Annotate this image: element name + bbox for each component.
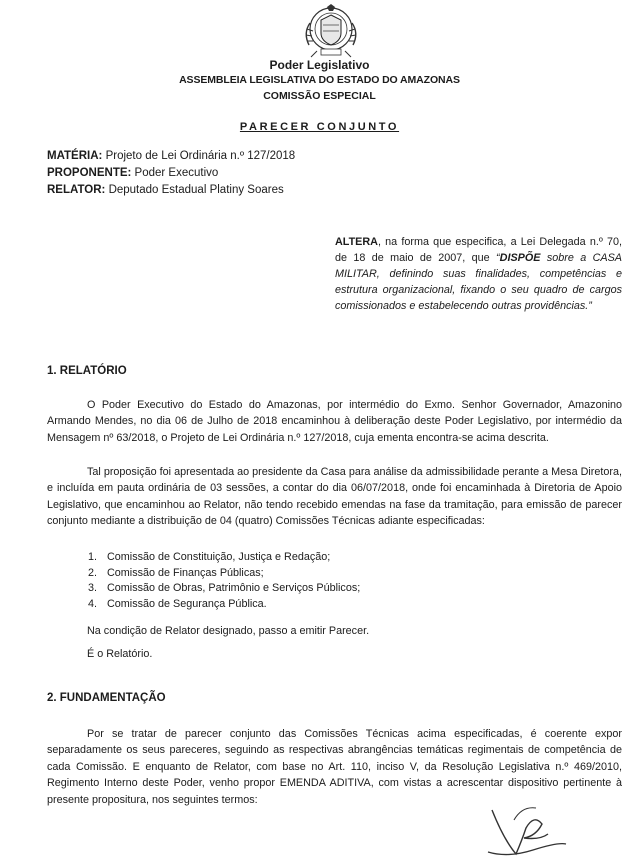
materia-line xyxy=(47,150,295,162)
list-item-text: Comissão de Constituição, Justiça e Redação; xyxy=(107,551,331,563)
header-line-1: Poder Legislativo xyxy=(269,58,370,72)
relatorio-paragraph-3: Na condição de Relator designado, passo a emitir Parecer. xyxy=(87,625,370,637)
relatorio-paragraph-4: É o Relatório. xyxy=(87,648,153,660)
materia-value: Projeto de Lei Ordinária n.º 127/2018 xyxy=(105,150,296,162)
relator-value: Deputado Estadual Platiny Soares xyxy=(108,184,284,196)
commission-list xyxy=(88,550,360,612)
header-line-3: COMISSÃO ESPECIAL xyxy=(263,90,376,102)
list-item-text: Comissão de Finanças Públicas; xyxy=(107,566,264,579)
ementa-dispoe: DISPÕE xyxy=(499,252,541,264)
fundamentacao-paragraph-1: Por se tratar de parecer conjunto das Comissões Técnicas acima especificadas, é coerente expor separadamente os seus pareceres, seguindo as respectivas abrangências temáticas regimentais de competência de cada Comissão. E enquanto de Relator, com base no Art. 110, inciso V, da Resolução Legislativa n.º 469/2010, Regimento Interno deste Poder, venho propor EMENDA ADITIVA, com vistas a acrescentar dispositivo pertinente à presente propositura, nos seguintes termos: xyxy=(47,728,622,806)
ementa-text-2: sobre a CASA MILITAR, definindo suas finalidades, competências e estrutura organizacional, fixando o seu quadro de cargos comissionados e estabelecendo outras providências.” xyxy=(335,252,622,312)
proponente-label: PROPONENTE: xyxy=(47,167,132,179)
document-title-block xyxy=(0,121,639,133)
ementa-lead: ALTERA xyxy=(335,236,378,248)
coat-of-arms-icon xyxy=(297,3,365,61)
materia-label: MATÉRIA: xyxy=(47,150,103,162)
list-item-number: 1. xyxy=(88,551,98,563)
relator-line xyxy=(47,184,284,196)
section-heading-relatorio: 1. RELATÓRIO xyxy=(47,365,127,377)
list-item-number: 4. xyxy=(88,597,98,610)
section-heading-fundamentacao: 2. FUNDAMENTAÇÃO xyxy=(47,692,166,704)
proponente-value: Poder Executivo xyxy=(134,167,219,179)
handwritten-signature-icon xyxy=(478,800,573,862)
list-item-text: Comissão de Obras, Patrimônio e Serviços Públicos; xyxy=(107,582,361,594)
list-item xyxy=(88,550,360,566)
ementa-text-1: , na forma que especifica, a Lei Delegada n.º 70, de 18 de maio de 2007, que xyxy=(335,236,622,264)
proponente-line xyxy=(47,167,218,179)
document-title: PARECER CONJUNTO xyxy=(239,121,400,133)
list-item-number: 3. xyxy=(88,582,98,594)
ementa-quote-open: “ xyxy=(496,252,500,264)
list-item xyxy=(88,566,360,582)
list-item xyxy=(88,597,360,613)
header-line-2: ASSEMBLEIA LEGISLATIVA DO ESTADO DO AMAZONAS xyxy=(179,74,460,86)
relatorio-paragraph-2: Tal proposição foi apresentada ao presidente da Casa para análise da admissibilidade perante a Mesa Diretora, e incluída em pauta ordinária de 03 sessões, a contar do dia 06/07/2018, onde foi encaminhada à Diretoria de Apoio Legislativo, que encaminhou ao Relator, não tendo recebido emendas na fase da tramitação, para emissão de parecer conjunto mediante a distribuição de 04 (quatro) Comissões Técnicas adiante especificadas: xyxy=(47,466,622,528)
list-item-number: 2. xyxy=(88,566,98,579)
list-item xyxy=(88,581,360,597)
ementa xyxy=(335,234,622,314)
list-item-text: Comissão de Segurança Pública. xyxy=(107,597,267,610)
relatorio-paragraph-1: O Poder Executivo do Estado do Amazonas, por intermédio do Exmo. Senhor Governador, Amazonino Armando Mendes, no dia 06 de Julho de 2018 encaminhou à deliberação deste Poder Legislativo, por intermédio da Mensagem nº 63/2018, o Projeto de Lei Ordinária n.º 127/2018, cuja ementa encontra-se acima descrita. xyxy=(47,399,622,444)
relator-label: RELATOR: xyxy=(47,184,106,196)
